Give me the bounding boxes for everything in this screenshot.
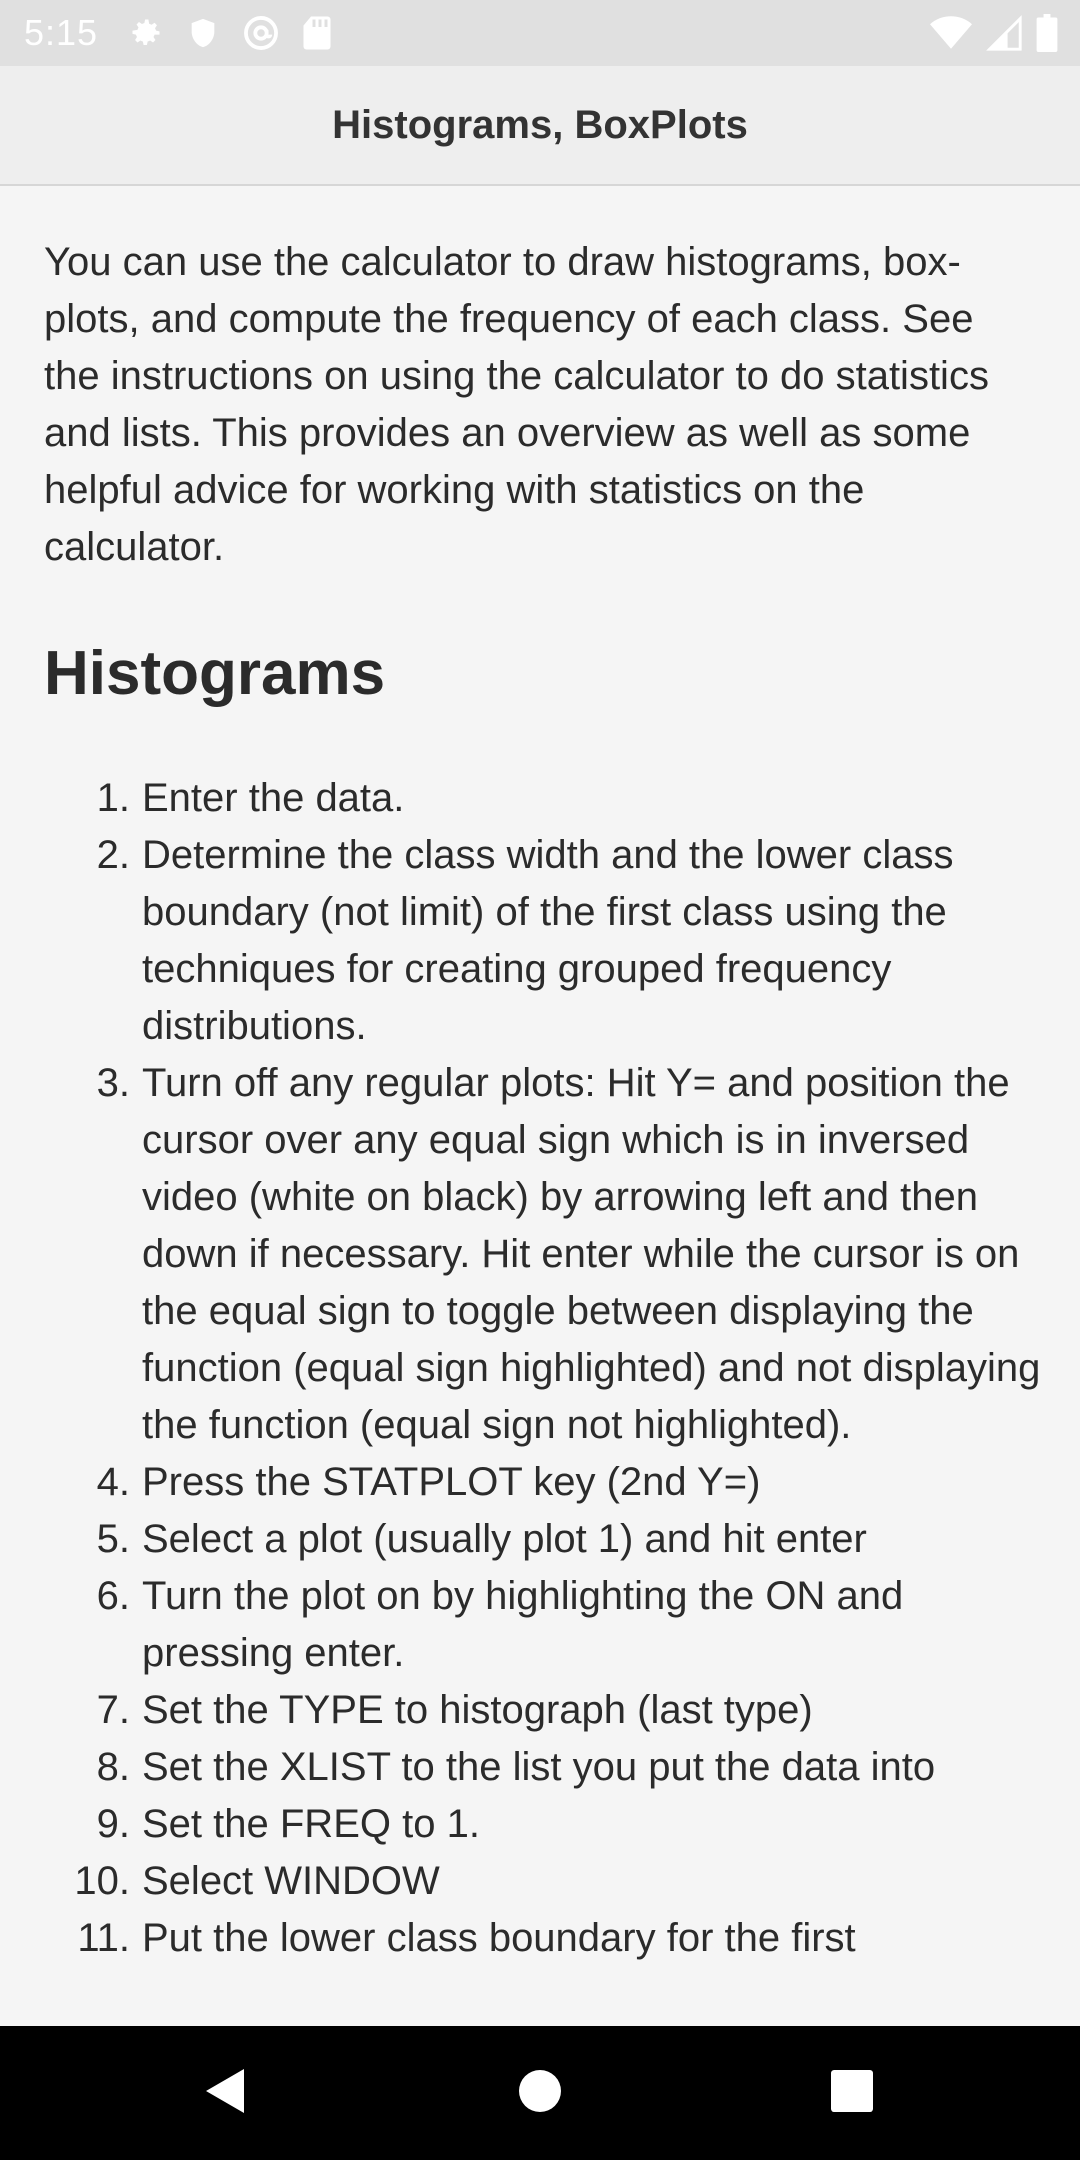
- home-icon: [519, 2070, 561, 2117]
- shield-icon: [186, 15, 220, 51]
- list-item: [0, 770, 1080, 827]
- battery-icon: [1036, 14, 1058, 52]
- status-time: 5:15: [24, 12, 99, 53]
- list-item: [0, 1055, 1080, 1454]
- status-bar: [0, 0, 1080, 66]
- home-button[interactable]: [460, 2026, 620, 2160]
- status-system-icons: [930, 14, 1058, 52]
- list-item: [0, 1853, 1080, 1910]
- recents-icon: [831, 2070, 873, 2117]
- step-number: 11.: [77, 1916, 130, 1960]
- list-item: [0, 1454, 1080, 1511]
- wifi-icon: [930, 15, 972, 51]
- step-number: 8.: [96, 1745, 130, 1789]
- list-item: [0, 1511, 1080, 1568]
- status-notification-icons: [128, 14, 332, 52]
- step-number: 1.: [96, 776, 130, 820]
- step-text: Set the XLIST to the list you put the data into: [142, 1745, 936, 1789]
- list-item: [0, 1568, 1080, 1682]
- step-number: 5.: [96, 1517, 130, 1561]
- step-text: Set the FREQ to 1.: [142, 1802, 480, 1846]
- step-text: Turn the plot on by highlighting the ON and pressing enter.: [142, 1574, 904, 1675]
- step-text: Set the TYPE to histograph (last type): [142, 1688, 813, 1732]
- step-number: 3.: [96, 1061, 130, 1105]
- back-icon: [204, 2067, 248, 2120]
- step-number: 10.: [74, 1859, 130, 1903]
- step-text: Enter the data.: [142, 776, 405, 820]
- list-item: [0, 1910, 1080, 1967]
- page-title: Histograms, BoxPlots: [332, 102, 748, 147]
- intro-paragraph: You can use the calculator to draw histograms, box-plots, and compute the frequency of each class. See the instructions on using the calculator to do statistics and lists. This provides an overview as well as some helpful advice for working with statistics on the calculator.: [44, 240, 989, 569]
- back-button[interactable]: [146, 2026, 306, 2160]
- recents-button[interactable]: [772, 2026, 932, 2160]
- at-sign-icon: [242, 14, 280, 52]
- list-item: [0, 827, 1080, 1055]
- step-number: 6.: [96, 1574, 130, 1618]
- step-number: 9.: [96, 1802, 130, 1846]
- app-bar: [0, 66, 1080, 186]
- content-scroll-area[interactable]: [0, 186, 1080, 2026]
- list-item: [0, 1739, 1080, 1796]
- sd-card-icon: [302, 15, 332, 51]
- step-text: Turn off any regular plots: Hit Y= and position the cursor over any equal sign which is in inversed video (white on black) by arrowing left and then down if necessary. Hit enter while the cursor is on the equal sign to toggle between displaying the function (equal sign highlighted) and not displaying the function (equal sign not highlighted).: [142, 1061, 1041, 1447]
- list-item: [0, 1682, 1080, 1739]
- step-number: 4.: [96, 1460, 130, 1504]
- navigation-bar: [0, 2026, 1080, 2160]
- step-number: 7.: [96, 1688, 130, 1732]
- steps-list: [0, 770, 1080, 1967]
- gear-icon: [128, 15, 164, 51]
- step-text: Select a plot (usually plot 1) and hit enter: [142, 1517, 867, 1561]
- step-text: Select WINDOW: [142, 1859, 440, 1903]
- list-item: [0, 1796, 1080, 1853]
- section-heading: Histograms: [44, 639, 386, 708]
- step-number: 2.: [96, 833, 130, 877]
- step-text: Determine the class width and the lower class boundary (not limit) of the first class using the techniques for creating grouped frequency distributions.: [142, 833, 954, 1048]
- step-text: Press the STATPLOT key (2nd Y=): [142, 1460, 761, 1504]
- step-text: Put the lower class boundary for the first: [142, 1916, 856, 1960]
- signal-icon: [986, 15, 1022, 51]
